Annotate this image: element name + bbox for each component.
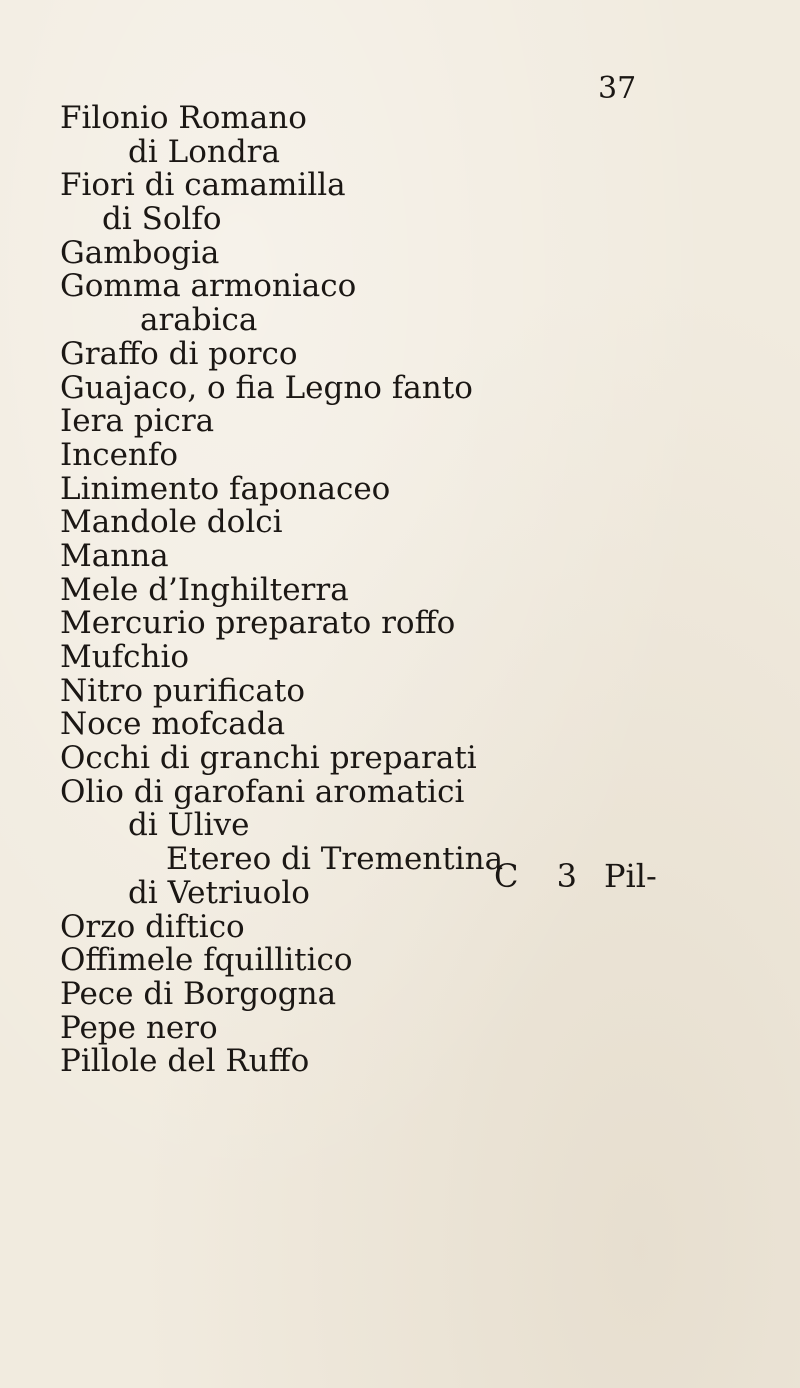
- entry-line: Iera picra: [60, 403, 215, 440]
- page-number: 37: [598, 71, 637, 106]
- entry-line: di Londra: [128, 133, 280, 170]
- entry-line: Noce mofcada: [60, 706, 286, 743]
- entry-line: Mercurio preparato roffo: [60, 605, 456, 642]
- entry-line: Pillole del Ruffo: [60, 1043, 310, 1080]
- entry-line: di Solfo: [102, 201, 222, 238]
- entry-line: Linimento faponaceo: [60, 470, 391, 507]
- entry-line: di Ulive: [128, 807, 250, 844]
- entry-line: Guajaco, o fia Legno fanto: [60, 369, 473, 406]
- entry-line: Mandole dolci: [60, 504, 283, 541]
- entry-line: Etereo di Trementina: [166, 841, 504, 878]
- entry-line: Gomma armoniaco: [60, 268, 357, 305]
- entry-line: Offimele fquillitico: [60, 942, 353, 979]
- entry-line: Gambogia: [60, 234, 220, 271]
- signature-mark: C 3: [494, 857, 592, 895]
- entry-line: Incenfo: [60, 436, 179, 473]
- entry-line: Olio di garofani aromatici: [60, 773, 465, 810]
- entry-list: [60, 102, 700, 1079]
- entry-line: Pepe nero: [60, 1009, 218, 1046]
- entry-line: Fiori di camamilla: [60, 167, 346, 204]
- catchword: Pil-: [604, 857, 657, 895]
- entry-line: Occhi di granchi preparati: [60, 740, 477, 777]
- entry-line: di Vetriuolo: [128, 874, 310, 911]
- entry-line: Pece di Borgogna: [60, 975, 337, 1012]
- entry-line: Mele d’Inghilterra: [60, 571, 349, 608]
- entry-line: arabica: [140, 302, 258, 339]
- entry-line: Filonio Romano: [60, 100, 307, 136]
- entry-line: Graffo di porco: [60, 335, 298, 372]
- entry-line: Manna: [60, 537, 169, 574]
- entry-line: Nitro purificato: [60, 672, 306, 709]
- entry-line: Orzo diftico: [60, 908, 245, 945]
- entry-line: Mufchio: [60, 639, 190, 675]
